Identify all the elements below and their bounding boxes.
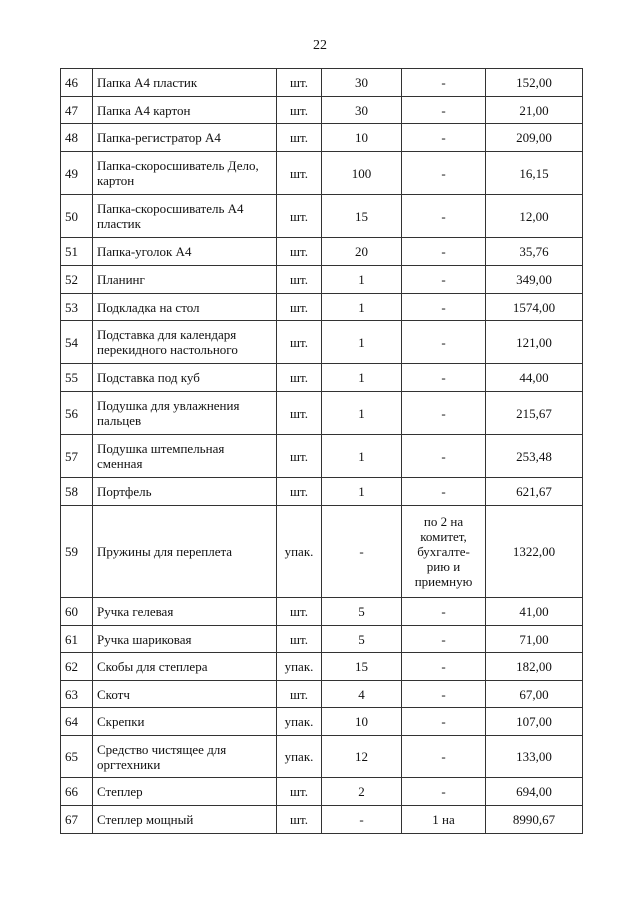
table-row — [61, 392, 583, 435]
item-name-cell: Подушка штемпельная сменная — [93, 435, 277, 478]
unit-cell: шт. — [277, 195, 322, 238]
item-name-cell: Пружины для переплета — [93, 506, 277, 598]
unit-cell: шт. — [277, 97, 322, 124]
note-cell: - — [402, 152, 486, 195]
unit-cell: шт. — [277, 626, 322, 653]
unit-cell: шт. — [277, 294, 322, 321]
item-name-cell: Папка-регистратор А4 — [93, 124, 277, 152]
price-cell: 1574,00 — [486, 294, 583, 321]
quantity-cell: 5 — [322, 598, 402, 626]
table-row — [61, 69, 583, 97]
item-name-cell: Скотч — [93, 681, 277, 708]
quantity-cell: 1 — [322, 321, 402, 364]
price-cell: 107,00 — [486, 708, 583, 736]
unit-cell: шт. — [277, 69, 322, 97]
price-cell: 44,00 — [486, 364, 583, 392]
row-number-cell: 49 — [61, 152, 93, 195]
table-row — [61, 97, 583, 124]
unit-cell: шт. — [277, 152, 322, 195]
quantity-cell: 1 — [322, 266, 402, 294]
price-cell: 621,67 — [486, 478, 583, 506]
unit-cell: шт. — [277, 364, 322, 392]
item-name-cell: Ручка шариковая — [93, 626, 277, 653]
table-row — [61, 238, 583, 266]
quantity-cell: 30 — [322, 97, 402, 124]
note-cell: 1 на — [402, 806, 486, 834]
note-cell: - — [402, 69, 486, 97]
unit-cell: упак. — [277, 736, 322, 778]
quantity-cell: 2 — [322, 778, 402, 806]
item-name-cell: Средство чистящее для оргтехники — [93, 736, 277, 778]
row-number-cell: 62 — [61, 653, 93, 681]
quantity-cell: 30 — [322, 69, 402, 97]
quantity-cell: 1 — [322, 392, 402, 435]
row-number-cell: 47 — [61, 97, 93, 124]
row-number-cell: 55 — [61, 364, 93, 392]
item-name-cell: Степлер мощный — [93, 806, 277, 834]
item-name-cell: Папка А4 картон — [93, 97, 277, 124]
quantity-cell: 1 — [322, 294, 402, 321]
item-name-cell: Подкладка на стол — [93, 294, 277, 321]
quantity-cell: 100 — [322, 152, 402, 195]
table-row — [61, 736, 583, 778]
quantity-cell: 1 — [322, 435, 402, 478]
note-cell: - — [402, 653, 486, 681]
unit-cell: упак. — [277, 653, 322, 681]
item-name-cell: Степлер — [93, 778, 277, 806]
price-cell: 8990,67 — [486, 806, 583, 834]
price-cell: 152,00 — [486, 69, 583, 97]
note-cell: - — [402, 97, 486, 124]
note-cell: - — [402, 736, 486, 778]
table-row — [61, 364, 583, 392]
row-number-cell: 57 — [61, 435, 93, 478]
quantity-cell: 10 — [322, 124, 402, 152]
price-cell: 41,00 — [486, 598, 583, 626]
unit-cell: шт. — [277, 321, 322, 364]
note-cell: - — [402, 626, 486, 653]
row-number-cell: 53 — [61, 294, 93, 321]
quantity-cell: 10 — [322, 708, 402, 736]
quantity-cell: 1 — [322, 364, 402, 392]
row-number-cell: 66 — [61, 778, 93, 806]
price-cell: 182,00 — [486, 653, 583, 681]
note-cell: - — [402, 124, 486, 152]
note-cell: - — [402, 478, 486, 506]
row-number-cell: 52 — [61, 266, 93, 294]
note-cell: - — [402, 708, 486, 736]
table-row — [61, 653, 583, 681]
row-number-cell: 64 — [61, 708, 93, 736]
quantity-cell: - — [322, 506, 402, 598]
item-name-cell: Папка А4 пластик — [93, 69, 277, 97]
unit-cell: шт. — [277, 598, 322, 626]
row-number-cell: 58 — [61, 478, 93, 506]
quantity-cell: 15 — [322, 653, 402, 681]
table-row — [61, 626, 583, 653]
row-number-cell: 51 — [61, 238, 93, 266]
item-name-cell: Подставка под куб — [93, 364, 277, 392]
price-cell: 349,00 — [486, 266, 583, 294]
table-row — [61, 598, 583, 626]
unit-cell: шт. — [277, 478, 322, 506]
row-number-cell: 48 — [61, 124, 93, 152]
price-cell: 16,15 — [486, 152, 583, 195]
price-cell: 67,00 — [486, 681, 583, 708]
row-number-cell: 65 — [61, 736, 93, 778]
note-cell: - — [402, 321, 486, 364]
table-row — [61, 806, 583, 834]
note-cell: - — [402, 392, 486, 435]
row-number-cell: 50 — [61, 195, 93, 238]
price-cell: 35,76 — [486, 238, 583, 266]
table-row — [61, 435, 583, 478]
note-cell: - — [402, 681, 486, 708]
price-cell: 694,00 — [486, 778, 583, 806]
table-row — [61, 294, 583, 321]
price-cell: 12,00 — [486, 195, 583, 238]
row-number-cell: 59 — [61, 506, 93, 598]
quantity-cell: 20 — [322, 238, 402, 266]
row-number-cell: 56 — [61, 392, 93, 435]
row-number-cell: 61 — [61, 626, 93, 653]
note-cell: - — [402, 266, 486, 294]
row-number-cell: 60 — [61, 598, 93, 626]
item-name-cell: Подушка для увлажнения пальцев — [93, 392, 277, 435]
price-cell: 133,00 — [486, 736, 583, 778]
price-cell: 253,48 — [486, 435, 583, 478]
unit-cell: шт. — [277, 681, 322, 708]
note-cell: - — [402, 238, 486, 266]
unit-cell: шт. — [277, 392, 322, 435]
item-name-cell: Скобы для степлера — [93, 653, 277, 681]
unit-cell: шт. — [277, 806, 322, 834]
quantity-cell: 1 — [322, 478, 402, 506]
item-name-cell: Папка-скоросшиватель Дело, картон — [93, 152, 277, 195]
table-row — [61, 506, 583, 598]
table-row — [61, 321, 583, 364]
table-row — [61, 778, 583, 806]
note-cell: - — [402, 364, 486, 392]
note-cell: - — [402, 195, 486, 238]
quantity-cell: 15 — [322, 195, 402, 238]
unit-cell: шт. — [277, 238, 322, 266]
unit-cell: упак. — [277, 506, 322, 598]
unit-cell: шт. — [277, 124, 322, 152]
item-name-cell: Папка-уголок А4 — [93, 238, 277, 266]
quantity-cell: 4 — [322, 681, 402, 708]
item-name-cell: Ручка гелевая — [93, 598, 277, 626]
price-cell: 215,67 — [486, 392, 583, 435]
quantity-cell: 5 — [322, 626, 402, 653]
price-cell: 209,00 — [486, 124, 583, 152]
table-row — [61, 152, 583, 195]
row-number-cell: 54 — [61, 321, 93, 364]
item-name-cell: Скрепки — [93, 708, 277, 736]
table-row — [61, 195, 583, 238]
note-cell: - — [402, 294, 486, 321]
supplies-table — [60, 68, 583, 834]
table-row — [61, 708, 583, 736]
unit-cell: шт. — [277, 778, 322, 806]
note-cell: - — [402, 778, 486, 806]
price-cell: 121,00 — [486, 321, 583, 364]
table-row — [61, 124, 583, 152]
row-number-cell: 67 — [61, 806, 93, 834]
row-number-cell: 63 — [61, 681, 93, 708]
note-cell: - — [402, 598, 486, 626]
item-name-cell: Подставка для календаря перекидного настольного — [93, 321, 277, 364]
row-number-cell: 46 — [61, 69, 93, 97]
note-cell: по 2 на комитет, бухгалте-рию и приемную — [402, 506, 486, 598]
table-row — [61, 266, 583, 294]
unit-cell: упак. — [277, 708, 322, 736]
unit-cell: шт. — [277, 266, 322, 294]
table-row — [61, 681, 583, 708]
quantity-cell: 12 — [322, 736, 402, 778]
quantity-cell: - — [322, 806, 402, 834]
page-number: 22 — [313, 38, 327, 53]
price-cell: 1322,00 — [486, 506, 583, 598]
note-cell: - — [402, 435, 486, 478]
price-cell: 21,00 — [486, 97, 583, 124]
item-name-cell: Папка-скоросшиватель А4 пластик — [93, 195, 277, 238]
item-name-cell: Портфель — [93, 478, 277, 506]
table-row — [61, 478, 583, 506]
price-cell: 71,00 — [486, 626, 583, 653]
item-name-cell: Планинг — [93, 266, 277, 294]
table-body — [61, 69, 583, 834]
unit-cell: шт. — [277, 435, 322, 478]
